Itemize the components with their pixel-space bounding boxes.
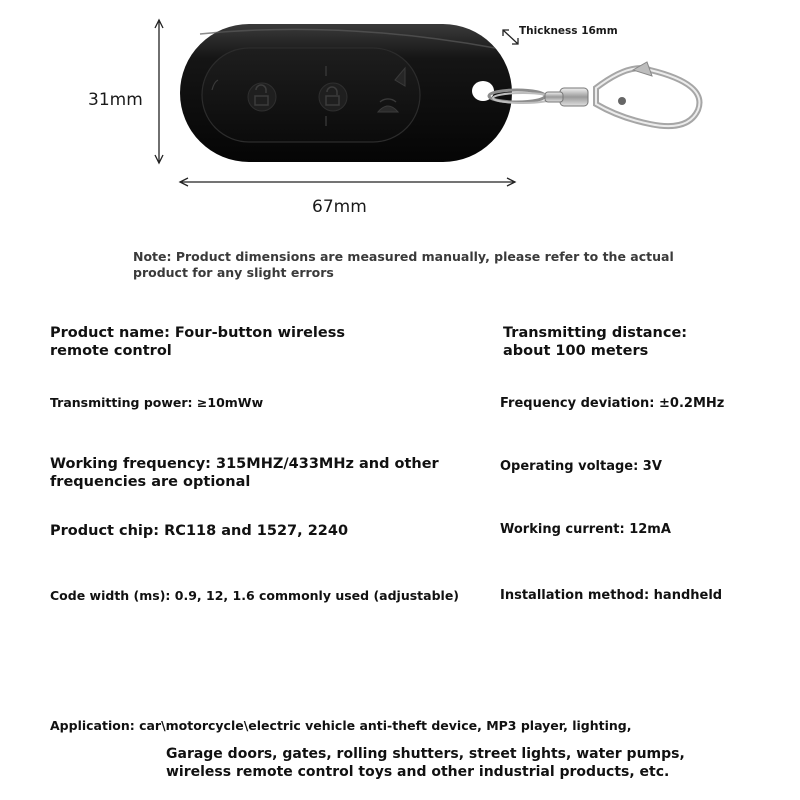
thickness-dimension-arrow — [503, 30, 518, 44]
width-label: 67mm — [312, 197, 367, 217]
application-line-1: Application: car\motorcycle\electric vehicle anti-theft device, MP3 player, lighting, — [50, 718, 632, 733]
spec-transmitting-power: Transmitting power: ≥10mWw — [50, 395, 264, 410]
spec-transmitting-distance: Transmitting distance: about 100 meters — [503, 325, 688, 359]
spec-installation-method: Installation method: handheld — [500, 588, 723, 603]
spec-working-frequency: Working frequency: 315MHZ/433MHz and other frequencies are optional — [50, 456, 439, 490]
spec-frequency-deviation: Frequency deviation: ±0.2MHz — [500, 396, 725, 411]
height-label: 31mm — [88, 90, 143, 110]
thickness-label: Thickness 16mm — [519, 25, 618, 37]
measurement-note: Note: Product dimensions are measured manually, please refer to the actual product for any slight errors — [133, 249, 674, 280]
spec-operating-voltage: Operating voltage: 3V — [500, 459, 662, 474]
application-line-2: Garage doors, gates, rolling shutters, street lights, water pumps, wireless remote control toys and other industrial products, etc. — [166, 746, 685, 780]
unlock-button-icon — [248, 83, 276, 111]
spec-product-chip: Product chip: RC118 and 1527, 2240 — [50, 523, 349, 539]
remote-body — [180, 24, 512, 162]
width-dimension-line — [180, 178, 515, 186]
product-illustration — [0, 0, 800, 230]
spec-product-name: Product name: Four-button wireless remote control — [50, 325, 345, 359]
spec-code-width: Code width (ms): 0.9, 12, 1.6 commonly used (adjustable) — [50, 588, 460, 603]
height-dimension-line — [155, 20, 163, 163]
key-ring-clasp — [489, 62, 699, 126]
spec-working-current: Working current: 12mA — [500, 522, 671, 537]
